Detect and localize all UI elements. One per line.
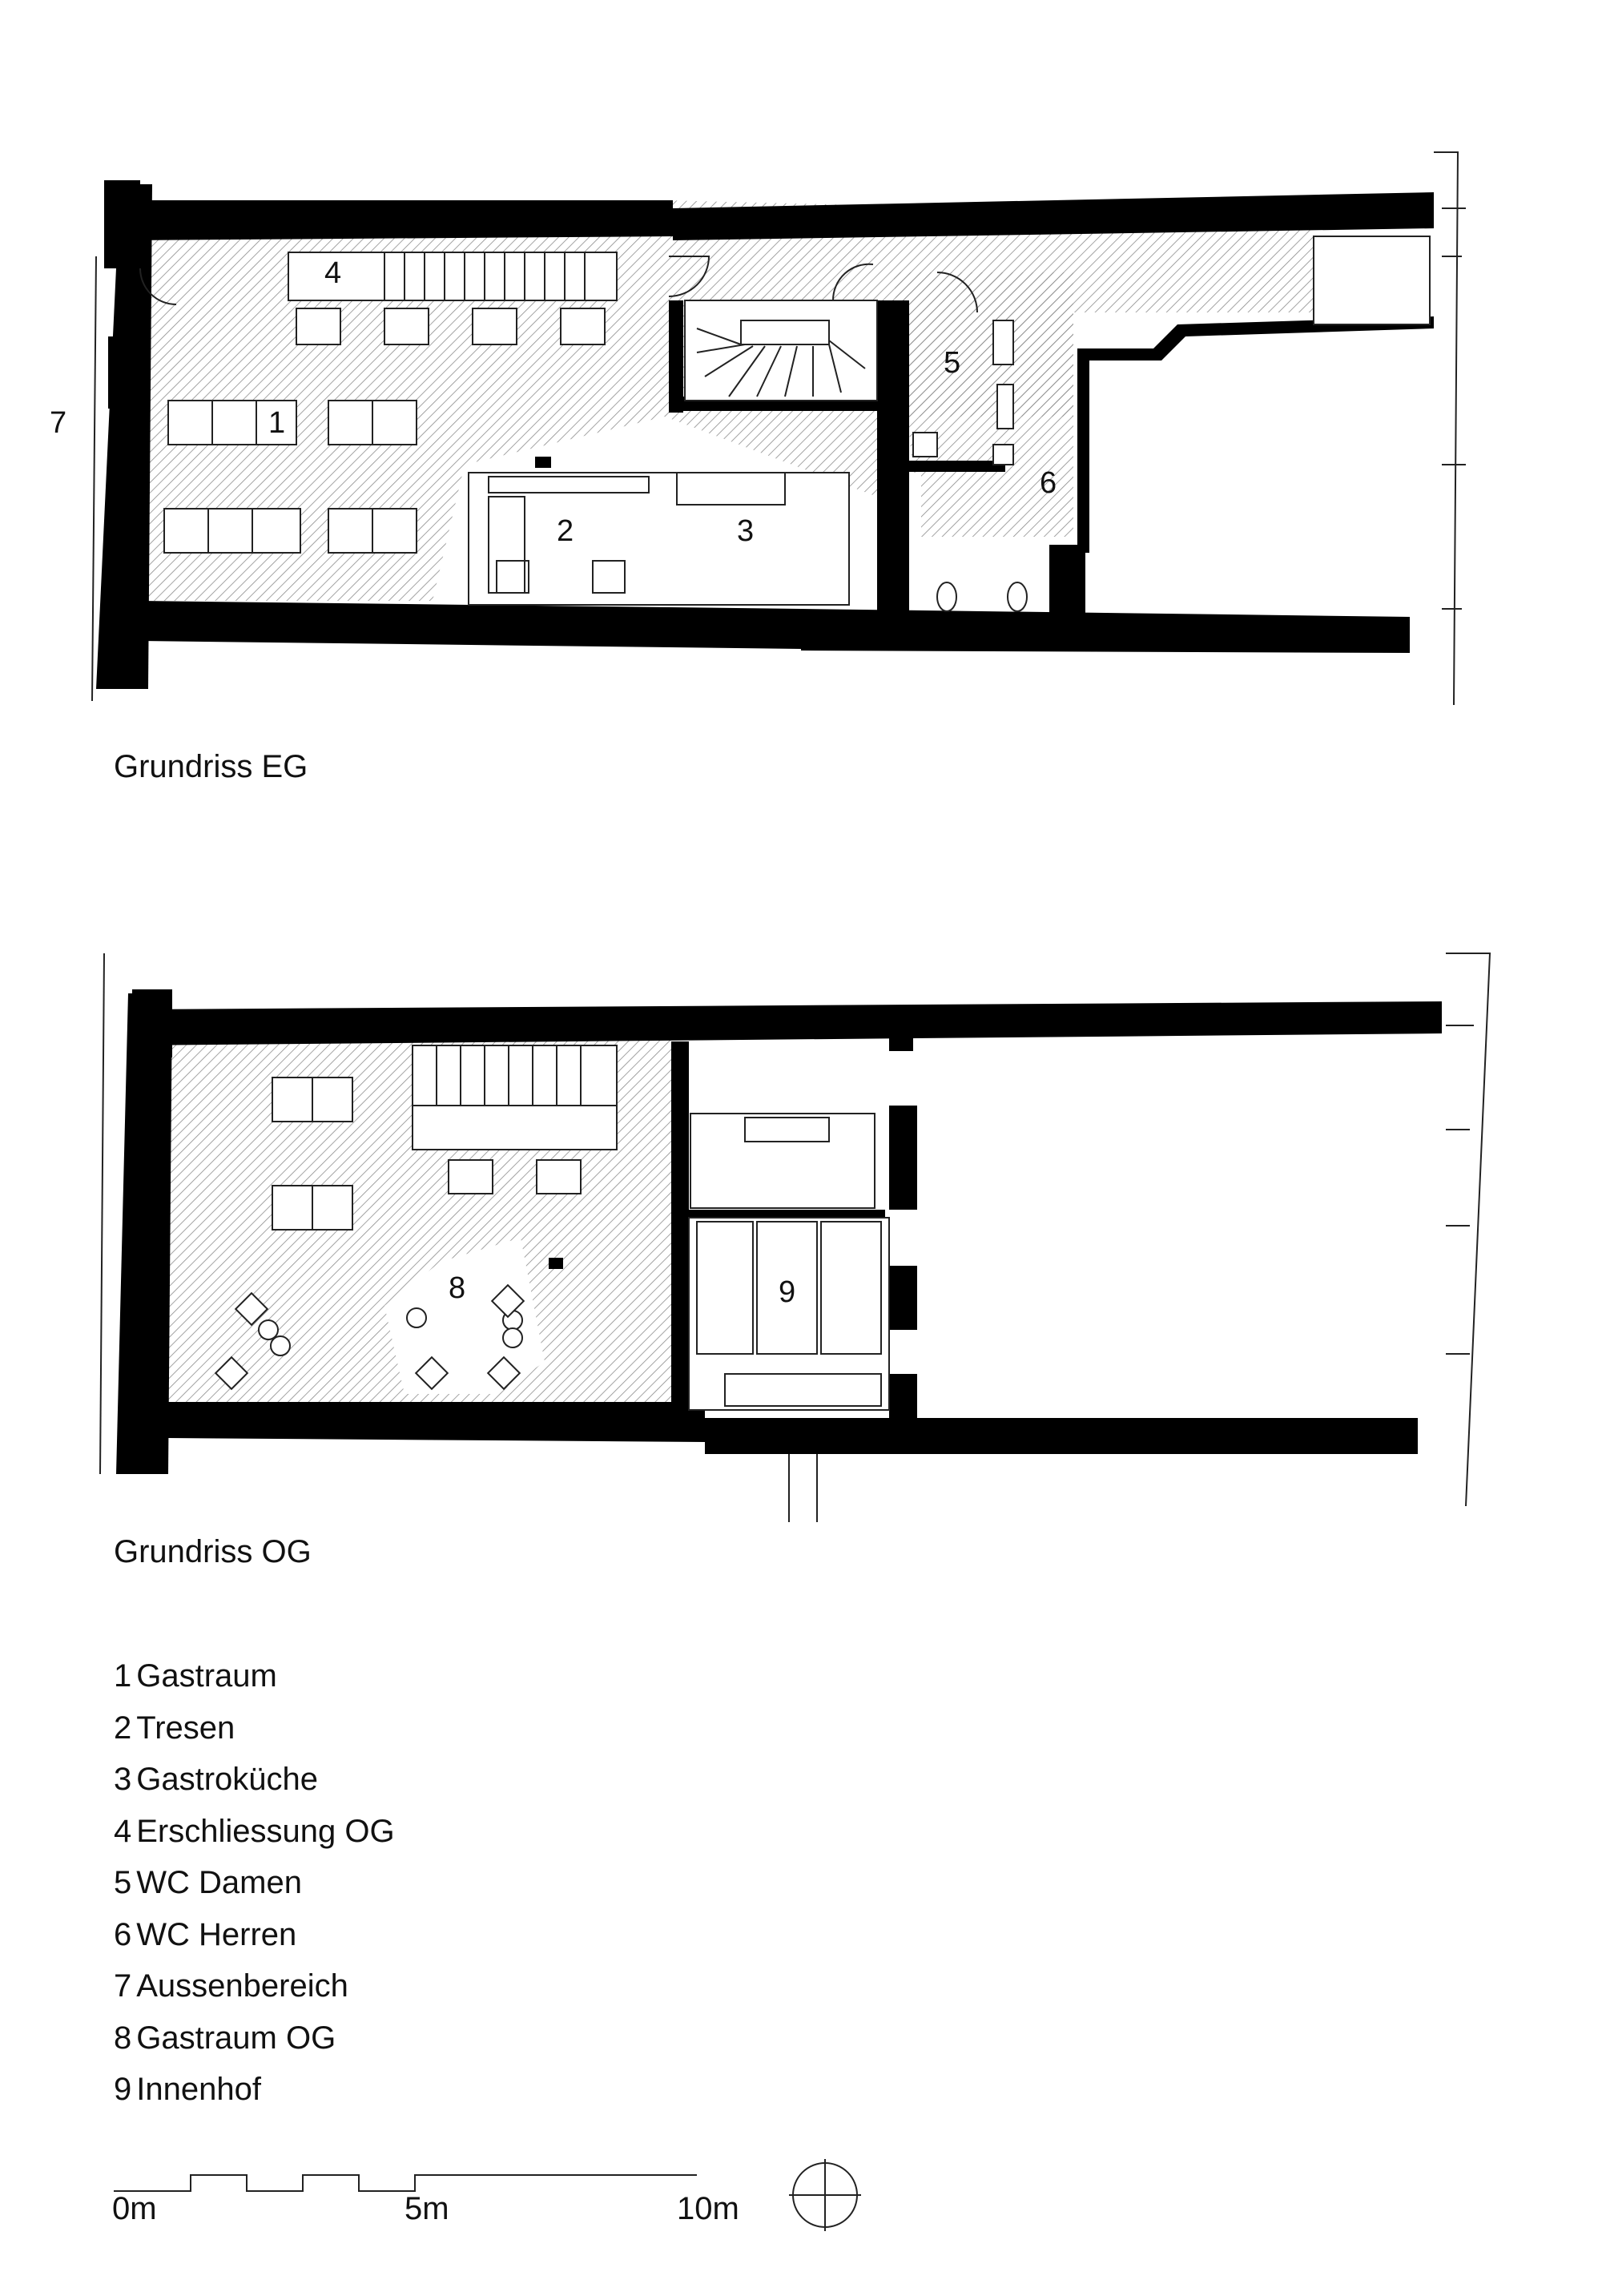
scale-label-end: 10m — [677, 2191, 739, 2226]
label-room-8: 8 — [449, 1271, 466, 1305]
scale-label-start: 0m — [112, 2191, 157, 2226]
facade-right-og — [1446, 953, 1490, 1506]
legend-item: 6 WC Herren — [114, 1916, 297, 1952]
caption-og: Grundriss OG — [114, 1534, 312, 1569]
pier-left-mid — [108, 336, 144, 409]
wall-right-room — [1077, 316, 1434, 553]
column — [535, 457, 551, 468]
legend-item: 1 Gastraum — [114, 1658, 277, 1694]
og-pier-mid — [128, 1198, 168, 1254]
facade-right-eg — [1434, 152, 1458, 705]
legend-item: 3 Gastroküche — [114, 1762, 319, 1797]
legend-item: 2 Tresen — [114, 1710, 235, 1746]
label-room-6: 6 — [1040, 466, 1057, 500]
wall-top-right — [673, 192, 1434, 240]
label-room-4: 4 — [324, 256, 342, 290]
legend-item: 5 WC Damen — [114, 1865, 302, 1900]
caption-eg: Grundriss EG — [114, 749, 308, 784]
wall-bottom — [140, 601, 801, 649]
pier-left-top — [104, 180, 140, 268]
og-pier-top — [132, 989, 172, 1057]
north-arrow-icon — [789, 2159, 861, 2231]
og-wall-mid — [671, 1041, 689, 1402]
pier-left-bot — [104, 589, 148, 689]
legend — [114, 1650, 400, 2116]
label-room-1: 1 — [268, 406, 286, 440]
og-wall-top — [132, 1001, 1442, 1045]
scale-label-mid: 5m — [405, 2191, 449, 2226]
legend-item: 7 Aussenbereich — [114, 1968, 348, 2004]
label-room-3: 3 — [737, 514, 755, 548]
wall-wc-split — [909, 461, 1005, 472]
wall-top — [128, 200, 673, 240]
stair-winding-og — [690, 1114, 875, 1208]
label-room-2: 2 — [557, 514, 574, 548]
label-room-7: 7 — [50, 406, 67, 440]
floorplan-og — [0, 945, 1602, 1522]
og-pier-bot — [120, 1374, 168, 1474]
legend-item: 4 Erschliessung OG — [114, 1813, 395, 1849]
og-wall-right — [889, 1106, 917, 1210]
wall-wc-right — [1049, 545, 1085, 621]
courtyard-eg — [1314, 236, 1430, 324]
label-room-9: 9 — [779, 1275, 796, 1309]
scale-bar — [0, 2155, 1602, 2251]
stair-og — [413, 1045, 617, 1150]
wall-stair-left — [669, 300, 683, 413]
legend-item: 9 Innenhof — [114, 2072, 261, 2107]
legend-item: 8 Gastraum OG — [114, 2020, 336, 2056]
floorplan-eg — [0, 0, 1602, 769]
label-room-5: 5 — [944, 346, 961, 380]
wall-wc-vertical — [877, 300, 909, 621]
innenhof — [689, 1218, 889, 1410]
